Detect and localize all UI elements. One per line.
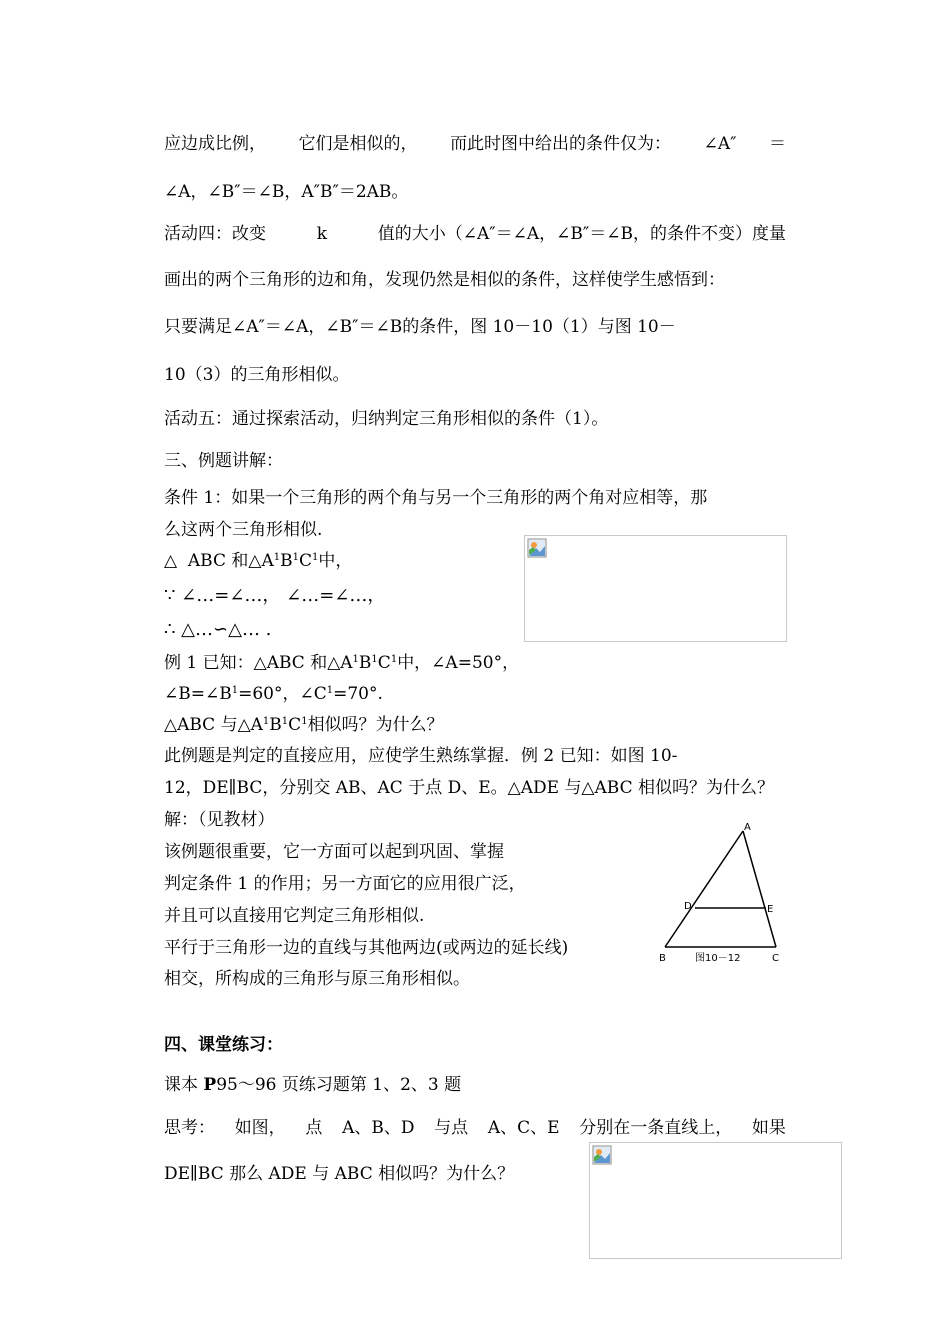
text-line: ∴ △…∽△… .	[164, 619, 272, 640]
side-ac	[743, 831, 776, 947]
text-line: 10（3）的三角形相似。	[164, 365, 350, 385]
text-line: ∠A，∠B″＝∠B，A″B″＝2AB。	[164, 182, 409, 202]
vertex-label-a: A	[744, 822, 751, 833]
text-line: DE∥BC 那么 ADE 与 ABC 相似吗？为什么？	[164, 1164, 515, 1184]
text-line: △ABC 与$\triangle A^1B^1C^1$相似吗？为什么？	[164, 715, 444, 735]
text-line: 应边成比例， 它们是相似的， 而此时图中给出的条件仅为： ∠A″ ＝	[164, 134, 786, 154]
image-placeholder	[524, 535, 787, 642]
broken-image-icon	[592, 1145, 612, 1165]
text-line: 并且可以直接用它判定三角形相似.	[164, 906, 425, 926]
text-line: △ ABC 和$\triangle A^1B^1C^1$中，	[164, 551, 353, 571]
text-line: 相交，所构成的三角形与原三角形相似。	[164, 969, 470, 989]
text-line: 例 1 已知：△ABC 和$\triangle A^1B^1C^1$中，∠A=50°，	[164, 653, 520, 673]
text-line: ∵ ∠…=∠…， ∠…=∠…，	[164, 585, 386, 606]
text-line: 思考： 如图， 点 A、B、D 与点 A、C、E 分别在一条直线上， 如果	[164, 1118, 786, 1138]
vertex-label-d: D	[684, 901, 692, 912]
vertex-label-b: B	[659, 953, 666, 964]
section-heading: 四、课堂练习：	[164, 1035, 283, 1055]
figure-caption: 图10－12	[695, 953, 741, 964]
text-line: 么这两个三角形相似.	[164, 520, 323, 540]
vertex-label-c: C	[772, 953, 779, 964]
text-line: 活动五：通过探索活动，归纳判定三角形相似的条件（1）。	[164, 409, 609, 429]
text-line: 此例题是判定的直接应用，应使学生熟练掌握．例 2 已知：如图 10-	[164, 746, 678, 766]
text-line: 平行于三角形一边的直线与其他两边(或两边的延长线)	[164, 938, 569, 958]
image-placeholder	[589, 1142, 842, 1259]
text-line: 条件 1：如果一个三角形的两个角与另一个三角形的两个角对应相等，那	[164, 488, 708, 508]
text-line: $\angle B=\angle B^1=60^\circ$，$\angle C^1=70^\circ$.	[164, 684, 383, 704]
triangle-figure	[650, 815, 790, 970]
text-line: 画出的两个三角形的边和角，发现仍然是相似的条件，这样使学生感悟到：	[164, 270, 725, 290]
broken-image-icon	[527, 538, 547, 558]
text-line: 12，DE∥BC，分别交 AB、AC 于点 D、E。△ADE 与△ABC 相似吗？为什么？	[164, 778, 775, 798]
text-line: 该例题很重要，它一方面可以起到巩固、掌握	[164, 842, 504, 862]
section-heading: 三、例题讲解：	[164, 451, 283, 471]
text-line: 解：（见教材）	[164, 810, 275, 830]
text-line: 判定条件 1 的作用；另一方面它的应用很广泛，	[164, 874, 526, 894]
vertex-label-e: E	[767, 904, 774, 915]
text-line: 只要满足∠A″＝∠A，∠B″＝∠B的条件，图 10－10（1）与图 10－	[164, 317, 676, 337]
text-line: 课本 P95～96 页练习题第 1、2、3 题	[164, 1075, 462, 1095]
side-ab	[665, 831, 743, 947]
text-line: 活动四：改变 k 值的大小（∠A″＝∠A，∠B″＝∠B，的条件不变）度量	[164, 224, 786, 244]
